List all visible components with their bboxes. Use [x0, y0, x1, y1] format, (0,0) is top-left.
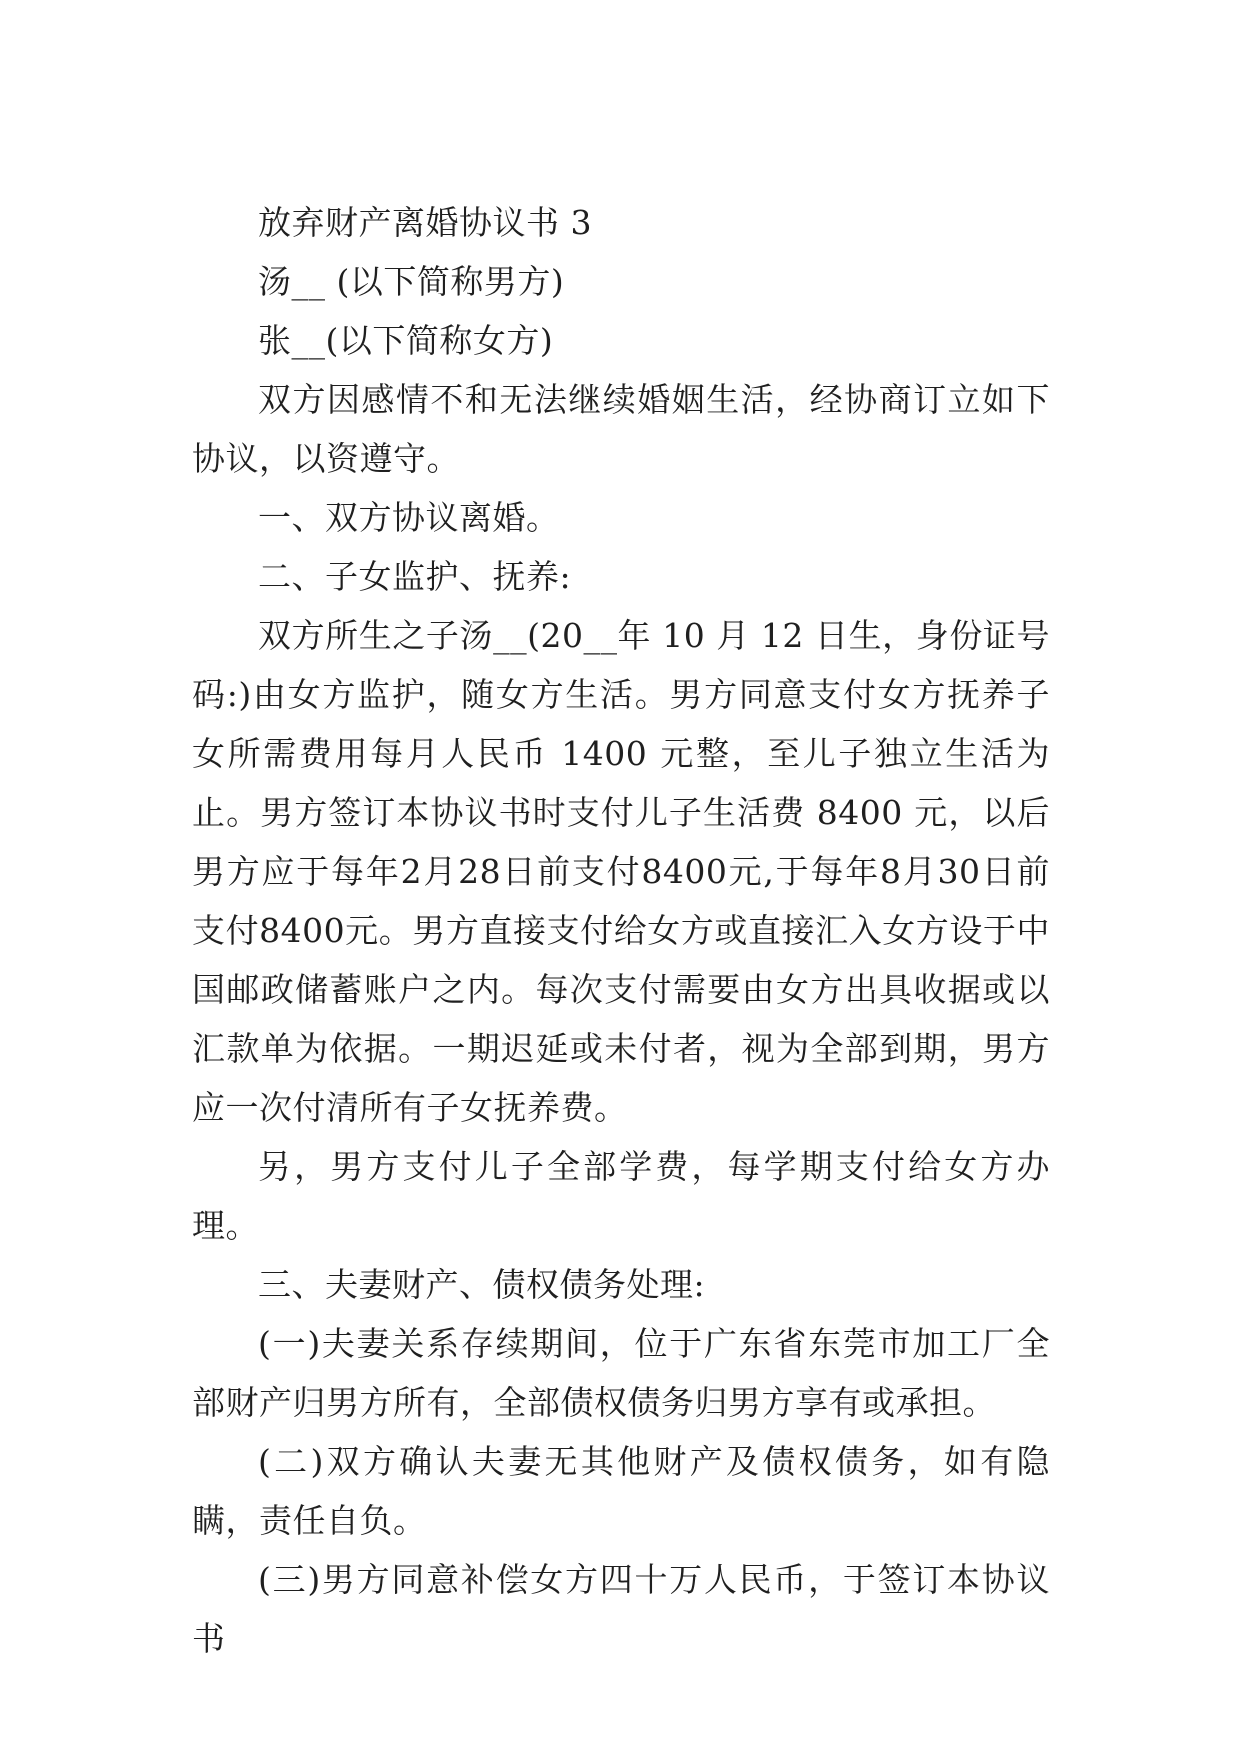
paragraph-property-1: (一)夫妻关系存续期间，位于广东省东莞市加工厂全部财产归男方所有，全部债权债务归男方享有或承担。 — [192, 1324, 1050, 1422]
paragraph-child-support: 双方所生之子汤__(20__年 10 月 12 日生，身份证号码:)由女方监护，随女方生活。男方同意支付女方抚养子女所需费用每月人民币 1400 元整，至儿子独立生活为止。男方签订本协议书时支付儿子生活费 8400 元，以后男方应于每年2月28日前支付8400元,于每年8月30日前支付8400元。男方直接支付给女方或直接汇入女方设于中国邮政储蓄账户之内。每次支付需要由女方出具收据或以汇款单为依据。一期迟延或未付者，视为全部到期，男方应一次付清所有子女抚养费。 — [192, 616, 1050, 1127]
paragraph-article-3-heading: 三、夫妻财产、债权债务处理: — [258, 1265, 706, 1304]
paragraph-article-2-heading: 二、子女监护、抚养: — [258, 557, 572, 596]
party-female: 张__(以下简称女方) — [258, 321, 554, 360]
paragraph-article-1: 一、双方协议离婚。 — [258, 498, 560, 537]
paragraph-property-3: (三)男方同意补偿女方四十万人民币，于签订本协议书 — [192, 1560, 1050, 1658]
paragraph-preamble: 双方因感情不和无法继续婚姻生活，经协商订立如下协议，以资遵守。 — [192, 380, 1050, 478]
document-title: 放弃财产离婚协议书 3 — [258, 203, 592, 242]
paragraph-tuition: 另，男方支付儿子全部学费，每学期支付给女方办理。 — [192, 1147, 1050, 1245]
document-body — [192, 193, 1050, 1668]
party-male: 汤__ (以下简称男方) — [258, 262, 565, 301]
paragraph-property-2: (二)双方确认夫妻无其他财产及债权债务，如有隐瞒，责任自负。 — [192, 1442, 1050, 1540]
